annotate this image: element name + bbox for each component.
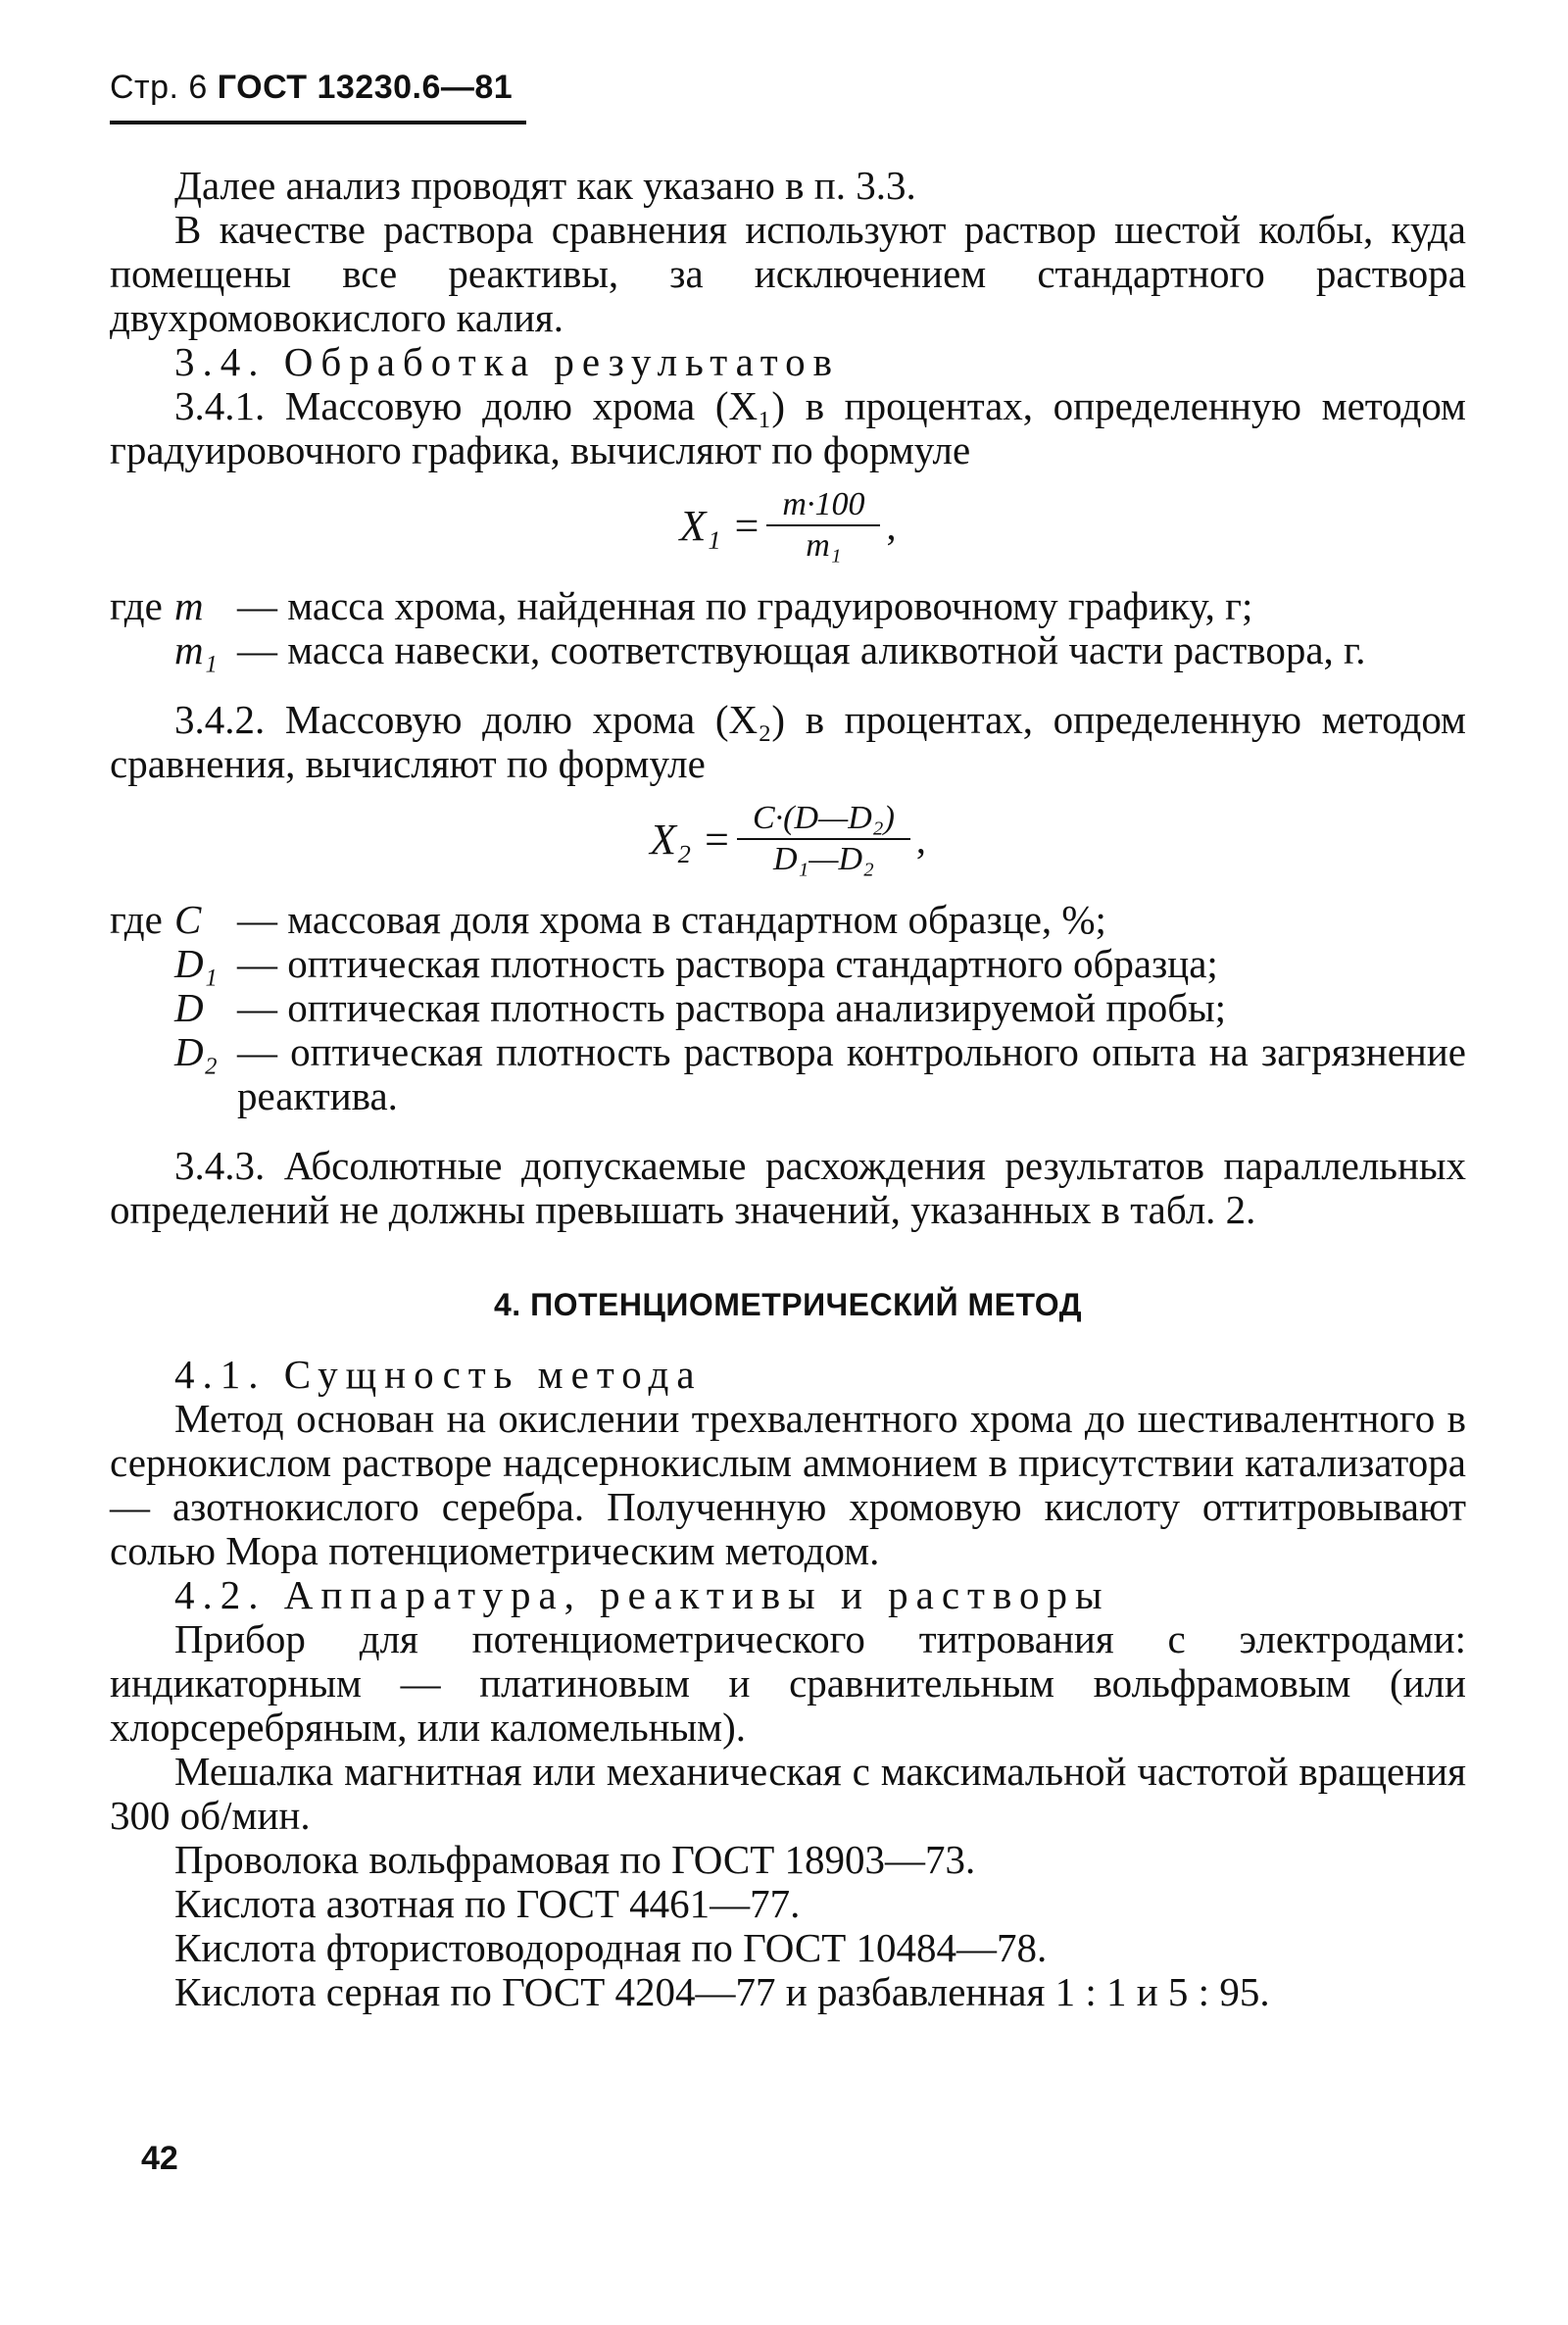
formula-numerator: m·100 [766, 485, 880, 526]
spacer [110, 672, 1466, 698]
formula-fraction [766, 485, 880, 566]
legend-row [110, 942, 1466, 986]
paragraph: Мешалка магнитная или механическая с максимальной частотой вращения 300 об/мин. [110, 1749, 1466, 1838]
paragraph: 3.4.2. Массовую долю хрома (X₂) в процентах, определенную методом сравнения, вычисляют по формуле [110, 697, 1466, 786]
legend-symbol: D [174, 985, 204, 1030]
formula-x1 [110, 480, 1466, 570]
formula-legend-1 [110, 584, 1466, 672]
legend-text: — масса навески, соответствующая аликвотной части раствора, г. [237, 627, 1366, 672]
legend-row [110, 898, 1466, 942]
legend-lead [110, 1030, 174, 1118]
paragraph: Далее анализ проводят как указано в п. 3.3. [174, 163, 916, 208]
document-page [110, 69, 1466, 2014]
gost-number: ГОСТ 13230.6—81 [217, 69, 514, 106]
legend-text: — оптическая плотность раствора анализируемой пробы; [237, 985, 1227, 1030]
paragraph: Прибор для потенциометрического титрования с электродами: индикаторным — платиновым и сравнительным вольфрамовым (или хлорсеребряным, или каломельным). [110, 1616, 1466, 1750]
legend-lead: где [110, 583, 163, 628]
paragraph: 3.4.1. Массовую долю хрома (X₁) в процентах, определенную методом градуировочного графика, вычисляют по формуле [110, 383, 1466, 472]
page-header [110, 69, 526, 124]
legend-text: — масса хрома, найденная по градуировочному графику, г; [237, 583, 1253, 628]
formula-denominator: m₁ [806, 527, 842, 564]
document-body [110, 164, 1466, 2014]
paragraph: Кислота азотная по ГОСТ 4461—77. [174, 1881, 801, 1926]
legend-symbol: C [174, 897, 202, 942]
formula-trail: , [886, 503, 897, 548]
legend-row [110, 584, 1466, 628]
legend-lead [110, 986, 174, 1030]
page-label: Стр. 6 [110, 69, 208, 106]
paragraph: Метод основан на окислении трехвалентного хрома до шестивалентного в сернокислом растворе надсернокислым аммонием в присутствии катализатора — азотнокислого серебра. Полученную хромовую кислоту оттитровывают солью Мора потенциометрическим методом. [110, 1396, 1466, 1573]
legend-symbol: m [174, 583, 204, 628]
subsection-title: 4.1. Сущность метода [174, 1352, 703, 1397]
paragraph: Кислота фтористоводородная по ГОСТ 10484—78. [174, 1925, 1048, 1970]
legend-row [110, 986, 1466, 1030]
legend-symbol: D₂ [174, 1029, 218, 1074]
legend-text: — массовая доля хрома в стандартном образце, %; [237, 897, 1106, 942]
legend-text: — оптическая плотность раствора стандартного образца; [237, 941, 1218, 986]
spacer [110, 1118, 1466, 1144]
legend-symbol: D₁ [174, 941, 218, 986]
subsection-title: 3.4. Обработка результатов [174, 339, 841, 384]
legend-row [110, 1030, 1466, 1118]
legend-lead: где [110, 897, 163, 942]
formula-lhs: X₁ = [679, 501, 761, 550]
paragraph: В качестве раствора сравнения используют раствор шестой колбы, куда помещены все реактивы, за исключением стандартного раствора двухромовокислого калия. [110, 207, 1466, 340]
formula-lhs: X₂ = [650, 815, 731, 864]
legend-lead [110, 628, 174, 672]
paragraph: Проволока вольфрамовая по ГОСТ 18903—73. [174, 1837, 976, 1882]
formula-denominator: D₁—D₂ [772, 841, 874, 877]
paragraph: Кислота серная по ГОСТ 4204—77 и разбавленная 1 : 1 и 5 : 95. [174, 1969, 1270, 2014]
formula-legend-2 [110, 898, 1466, 1118]
paragraph: 3.4.3. Абсолютные допускаемые расхождения результатов параллельных определений не должны превышать значений, указанных в табл. 2. [110, 1143, 1466, 1232]
legend-text: — оптическая плотность раствора контрольного опыта на загрязнение реактива. [237, 1029, 1466, 1118]
legend-row [110, 628, 1466, 672]
formula-fraction [737, 799, 910, 879]
formula-x2 [110, 794, 1466, 884]
formula-numerator: C·(D—D₂) [737, 799, 910, 840]
section-title: 4. ПОТЕНЦИОМЕТРИЧЕСКИЙ МЕТОД [494, 1287, 1082, 1322]
page-number: 42 [141, 2140, 178, 2177]
legend-symbol: m₁ [174, 627, 218, 672]
formula-trail: , [915, 816, 926, 862]
subsection-title: 4.2. Аппаратура, реактивы и растворы [174, 1572, 1110, 1617]
legend-lead [110, 942, 174, 986]
